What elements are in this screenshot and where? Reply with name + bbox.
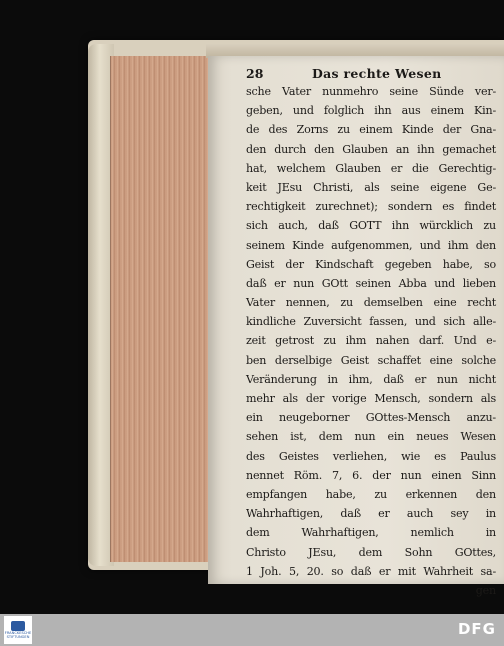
- text-line: Vater nennen, zu demselben eine recht: [246, 296, 496, 310]
- text-line: sehen ist, dem nun ein neues Wesen: [246, 430, 496, 444]
- text-line: seinem Kinde aufgenommen, und ihm den: [246, 238, 496, 252]
- text-line: rechtigkeit zurechnet); sondern es findet: [246, 200, 496, 214]
- logo-mark-icon: [11, 621, 25, 631]
- text-line: sich auch, daß GOTT ihn würcklich zu: [246, 219, 496, 233]
- text-line: daß er nun GOtt seinen Abba und lieben: [246, 276, 496, 290]
- running-title: Das rechte Wesen: [312, 66, 442, 81]
- dfg-logo[interactable]: DFG: [457, 620, 496, 638]
- text-line: hat, welchem Glauben er die Gerechtig-: [246, 161, 496, 175]
- text-line: empfangen habe, zu erkennen den: [246, 487, 496, 501]
- running-head: [246, 64, 496, 82]
- viewer-footer: [0, 614, 504, 646]
- text-line: nennet Röm. 7, 6. der nun einen Sinn: [246, 468, 496, 482]
- text-line: den durch den Glauben an ihn gemachet: [246, 142, 496, 156]
- text-line: dem Wahrhaftigen, nemlich in: [246, 526, 496, 540]
- text-line: Veränderung in ihm, daß er nun nicht: [246, 372, 496, 386]
- text-line: de des Zorns zu einem Kinde der Gna-: [246, 123, 496, 137]
- text-line: geben, und folglich ihn aus einem Kin-: [246, 104, 496, 118]
- text-line: 1 Joh. 5, 20. so daß er mit Wahrheit sa-: [246, 564, 496, 578]
- text-line: Geist der Kindschaft gegeben habe, so: [246, 257, 496, 271]
- logo-line-1: FRANCKESCHE: [4, 631, 32, 635]
- catchword: gen: [475, 583, 496, 597]
- text-line: Christo JEsu, dem Sohn GOttes,: [246, 545, 496, 559]
- text-line: Wahrhaftigen, daß er auch sey in: [246, 507, 496, 521]
- text-line: des Geistes verliehen, wie es Paulus: [246, 449, 496, 463]
- institution-logo[interactable]: [4, 616, 32, 644]
- text-line: ben derselbige Geist schaffet eine solche: [246, 353, 496, 367]
- text-line: zeit getrost zu ihm nahen darf. Und e-: [246, 334, 496, 348]
- text-line: sche Vater nunmehro seine Sünde ver-: [246, 85, 496, 98]
- text-line: kindliche Zuversicht fassen, und sich alle-: [246, 315, 496, 329]
- page-text: [246, 64, 496, 600]
- text-line: keit JEsu Christi, als seine eigene Ge-: [246, 180, 496, 194]
- page-number: 28: [246, 66, 264, 81]
- text-line: mehr als der vorige Mensch, sondern als: [246, 392, 496, 405]
- text-line: ein neugeborner GOttes-Mensch anzu-: [246, 411, 496, 425]
- page-edges: [110, 56, 211, 562]
- logo-line-2: STIFTUNGEN: [6, 635, 30, 639]
